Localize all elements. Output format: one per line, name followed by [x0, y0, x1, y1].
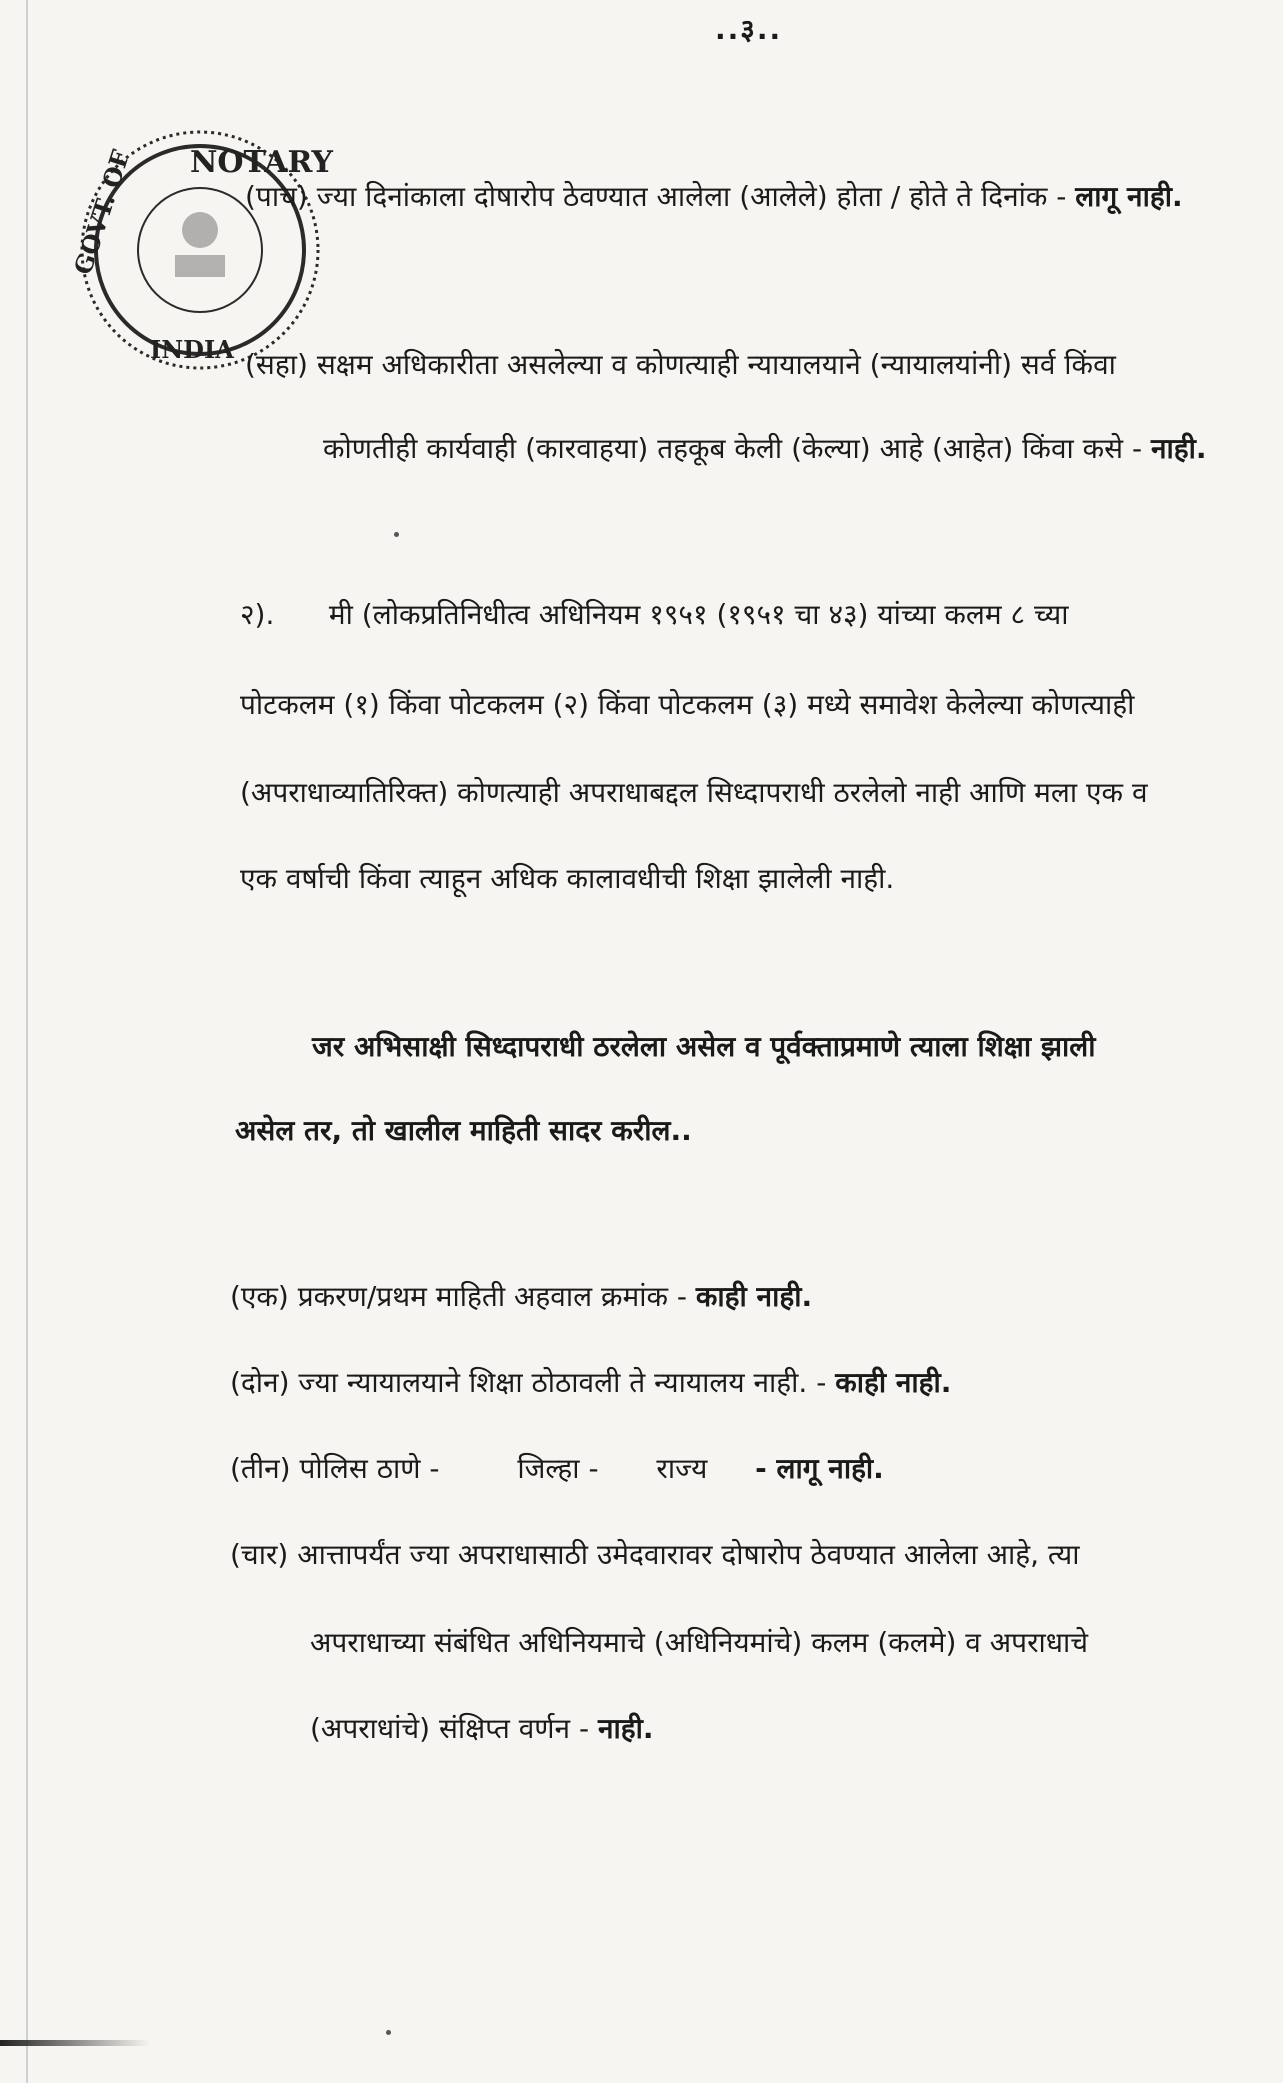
seal-top-text: NOTARY	[190, 145, 333, 180]
para2-line4: एक वर्षाची किंवा त्याहून अधिक कालावधीची शिक्षा झालेली नाही.	[240, 862, 895, 895]
para2-line3: (अपराधाव्यातिरिक्त) कोणत्याही अपराधाबद्दल सिध्दापराधी ठरलेलो नाही आणि मला एक व	[240, 776, 1148, 809]
item-ek-text: प्रकरण/प्रथम माहिती अहवाल क्रमांक -	[297, 1280, 687, 1313]
item-saha-label: (सहा)	[245, 348, 308, 381]
para2-line2: पोटकलम (१) किंवा पोटकलम (२) किंवा पोटकलम (३) मध्ये समावेश केलेल्या कोणत्याही	[240, 688, 1135, 721]
seal-left-text: GOVT. OF	[67, 146, 136, 279]
item-teen-district: जिल्हा -	[517, 1452, 599, 1485]
item-don-answer: काही नाही.	[835, 1366, 952, 1399]
conditional-line2: असेल तर, तो खालील माहिती सादर करील..	[235, 1114, 692, 1147]
item-teen-label: (तीन)	[230, 1452, 291, 1485]
item-chaar-line2: अपराधाच्या संबंधित अधिनियमाचे (अधिनियमांचे) कलम (कलमे) व अपराधाचे	[310, 1626, 1089, 1659]
item-saha-answer: नाही.	[1151, 432, 1207, 465]
item-saha-text1: सक्षम अधिकारीता असलेल्या व कोणत्याही न्यायालयाने (न्यायालयांनी) सर्व किंवा	[316, 348, 1116, 381]
item-ek	[230, 1280, 812, 1314]
item-teen	[230, 1452, 884, 1486]
item-paach	[245, 180, 1183, 214]
item-teen-state: राज्य	[656, 1452, 708, 1485]
item-paach-answer: लागू नाही.	[1075, 180, 1183, 213]
item-ek-answer: काही नाही.	[695, 1280, 813, 1313]
para2-number: २).	[240, 598, 275, 631]
para2-text1: मी (लोकप्रतिनिधीत्व अधिनियम १९५१ (१९५१ चा ४३) यांच्या कलम ८ च्या	[328, 598, 1069, 631]
item-saha-text2: कोणतीही कार्यवाही (कारवाहया) तहकूब केली (केल्या) आहे (आहेत) किंवा कसे -	[323, 432, 1143, 465]
item-chaar-text3: (अपराधांचे) संक्षिप्त वर्णन -	[310, 1712, 590, 1745]
item-chaar-line3	[310, 1712, 654, 1746]
page-number: ..३..	[715, 13, 783, 46]
para2-line1	[240, 598, 1069, 632]
item-chaar-answer: नाही.	[598, 1712, 654, 1745]
scan-mark	[0, 2040, 150, 2046]
speck	[386, 2030, 391, 2035]
scan-edge	[26, 0, 28, 2083]
item-don-text: ज्या न्यायालयाने शिक्षा ठोठावली ते न्यायालय नाही. -	[298, 1366, 827, 1399]
item-saha-line2	[323, 432, 1207, 466]
item-chaar-label: (चार)	[230, 1538, 289, 1571]
item-chaar-text1: आत्तापर्यंत ज्या अपराधासाठी उमेदवारावर दोषारोप ठेवण्यात आलेला आहे, त्या	[297, 1538, 1080, 1571]
seal-bottom-text: INDIA	[150, 335, 234, 364]
conditional-line1: जर अभिसाक्षी सिध्दापराधी ठरलेला असेल व पूर्वक्ताप्रमाणे त्याला शिक्षा झाली	[312, 1030, 1096, 1063]
item-don	[230, 1366, 951, 1400]
item-ek-label: (एक)	[230, 1280, 289, 1313]
item-saha-line1	[245, 348, 1116, 382]
item-teen-answer: - लागू नाही.	[755, 1452, 884, 1485]
item-paach-label: (पाच)	[245, 180, 308, 213]
item-don-label: (दोन)	[230, 1366, 290, 1399]
speck	[394, 532, 399, 537]
item-chaar-line1	[230, 1538, 1080, 1572]
item-paach-text: ज्या दिनांकाला दोषारोप ठेवण्यात आलेला (आलेले) होता / होते ते दिनांक -	[316, 180, 1067, 213]
item-teen-police: पोलिस ठाणे -	[299, 1452, 440, 1485]
